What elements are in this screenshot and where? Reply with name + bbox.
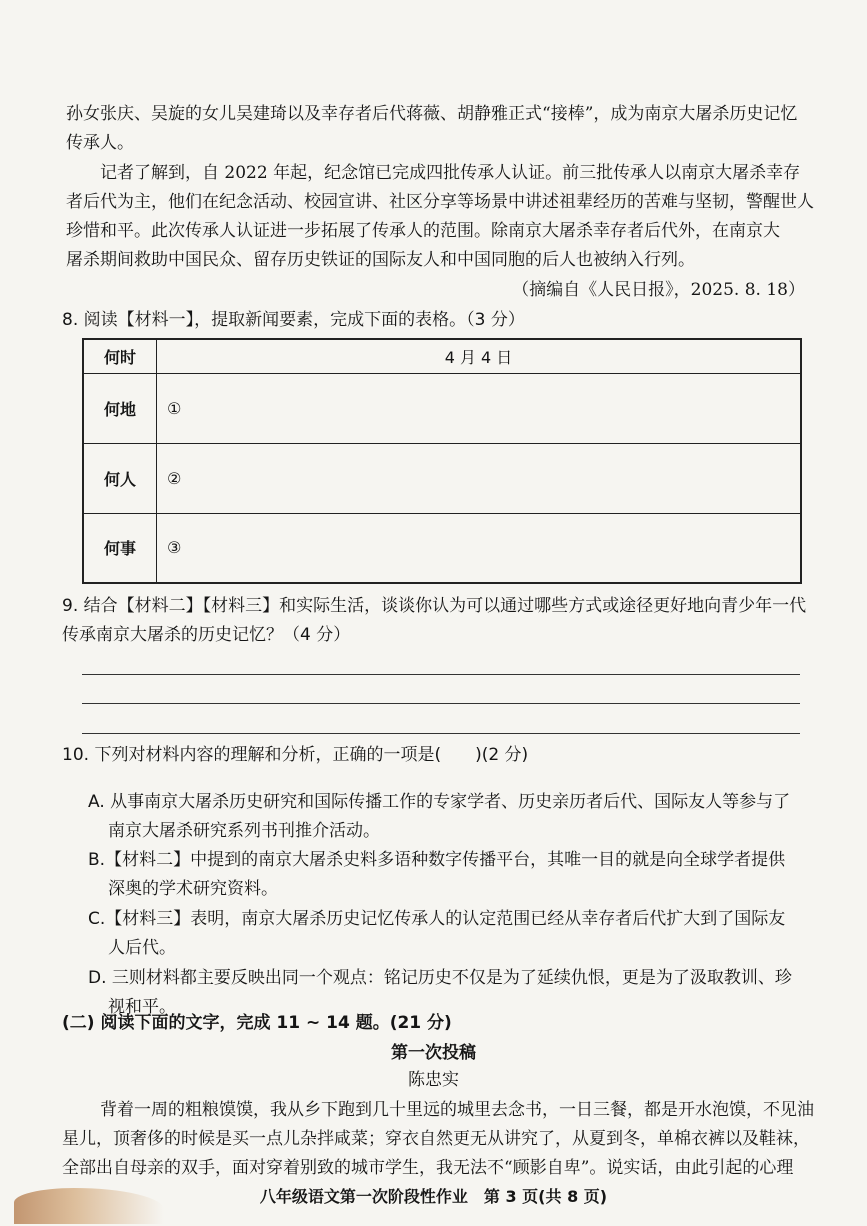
source-citation: （摘编自《人民日报》，2025. 8. 18） (512, 280, 805, 300)
table-row (83, 513, 801, 583)
q10-option-a-cont: 南京大屠杀研究系列书刊推介活动。 (108, 821, 380, 841)
story-line-1: 背着一周的粗粮馍馍，我从乡下跑到几十里远的城里去念书，一日三餐，都是开水泡馍，不见油 (100, 1100, 814, 1120)
reporter-line-1: 记者了解到，自 2022 年起，纪念馆已完成四批传承人认证。前三批传承人以南京大屠杀幸存 (100, 163, 801, 183)
q9-line-2: 传承南京大屠杀的历史记忆？（4 分） (62, 625, 351, 645)
row-value-when: 4 月 4 日 (157, 339, 802, 373)
reporter-line-4: 屠杀期间救助中国民众、留存历史铁证的国际友人和中国同胞的后人也被纳入行列。 (66, 250, 695, 270)
news-elements-table (82, 338, 802, 584)
answer-blank-3[interactable]: ③ (157, 513, 802, 583)
story-line-2: 星儿，顶奢侈的时候是买一点儿杂拌咸菜；穿衣自然更无从讲究了，从夏到冬，单棉衣裤以及鞋袜， (62, 1129, 810, 1149)
row-label-who: 何人 (83, 443, 157, 513)
answer-line[interactable] (82, 733, 800, 734)
answer-line[interactable] (82, 703, 800, 704)
story-author: 陈忠实 (408, 1070, 459, 1090)
answer-blank-1[interactable]: ① (157, 373, 802, 443)
answer-line[interactable] (82, 674, 800, 675)
q8-stem: 8. 阅读【材料一】，提取新闻要素，完成下面的表格。（3 分） (62, 310, 525, 330)
table-row (83, 443, 801, 513)
row-label-what: 何事 (83, 513, 157, 583)
answer-blank-2[interactable]: ② (157, 443, 802, 513)
table-row (83, 339, 801, 373)
q9-line-1: 9. 结合【材料二】【材料三】和实际生活，谈谈你认为可以通过哪些方式或途径更好地向青少年一代 (62, 596, 807, 616)
section-heading: (二) 阅读下面的文字，完成 11 ~ 14 题。(21 分) (62, 1013, 452, 1033)
row-label-where: 何地 (83, 373, 157, 443)
q10-option-c-cont: 人后代。 (108, 938, 176, 958)
story-line-3: 全部出自母亲的双手，面对穿着别致的城市学生，我无法不“顾影自卑”。说实话，由此引起的心理 (62, 1158, 794, 1178)
q10-option-c: C.【材料三】表明，南京大屠杀历史记忆传承人的认定范围已经从幸存者后代扩大到了国际友 (88, 909, 786, 929)
q10-option-d: D. 三则材料都主要反映出同一个观点：铭记历史不仅是为了延续仇恨，更是为了汲取教训、珍 (88, 968, 792, 988)
q10-option-a: A. 从事南京大屠杀历史研究和国际传播工作的专家学者、历史亲历者后代、国际友人等参与了 (88, 792, 791, 812)
q10-option-b: B.【材料二】中提到的南京大屠杀史料多语种数字传播平台，其唯一目的就是向全球学者提供 (88, 850, 786, 870)
reporter-line-2: 者后代为主，他们在纪念活动、校园宣讲、社区分享等场景中讲述祖辈经历的苦难与坚韧，警醒世人 (66, 192, 814, 212)
q10-stem: 10. 下列对材料内容的理解和分析，正确的一项是( )(2 分) (62, 745, 529, 765)
q10-option-b-cont: 深奥的学术研究资料。 (108, 879, 278, 899)
reporter-line-3: 珍惜和平。此次传承人认证进一步拓展了传承人的范围。除南京大屠杀幸存者后代外，在南京大 (66, 221, 780, 241)
row-label-when: 何时 (83, 339, 157, 373)
table-row (83, 373, 801, 443)
q10-option-d-cont: 视和平。 (108, 997, 176, 1017)
intro-line-1: 孙女张庆、吴旋的女儿吴建琦以及幸存者后代蒋薇、胡静雅正式“接棒”，成为南京大屠杀历史记忆 (66, 104, 798, 124)
intro-line-2: 传承人。 (66, 133, 134, 153)
story-title: 第一次投稿 (391, 1043, 476, 1063)
page-footer: 八年级语文第一次阶段性作业 第 3 页(共 8 页) (259, 1187, 608, 1206)
